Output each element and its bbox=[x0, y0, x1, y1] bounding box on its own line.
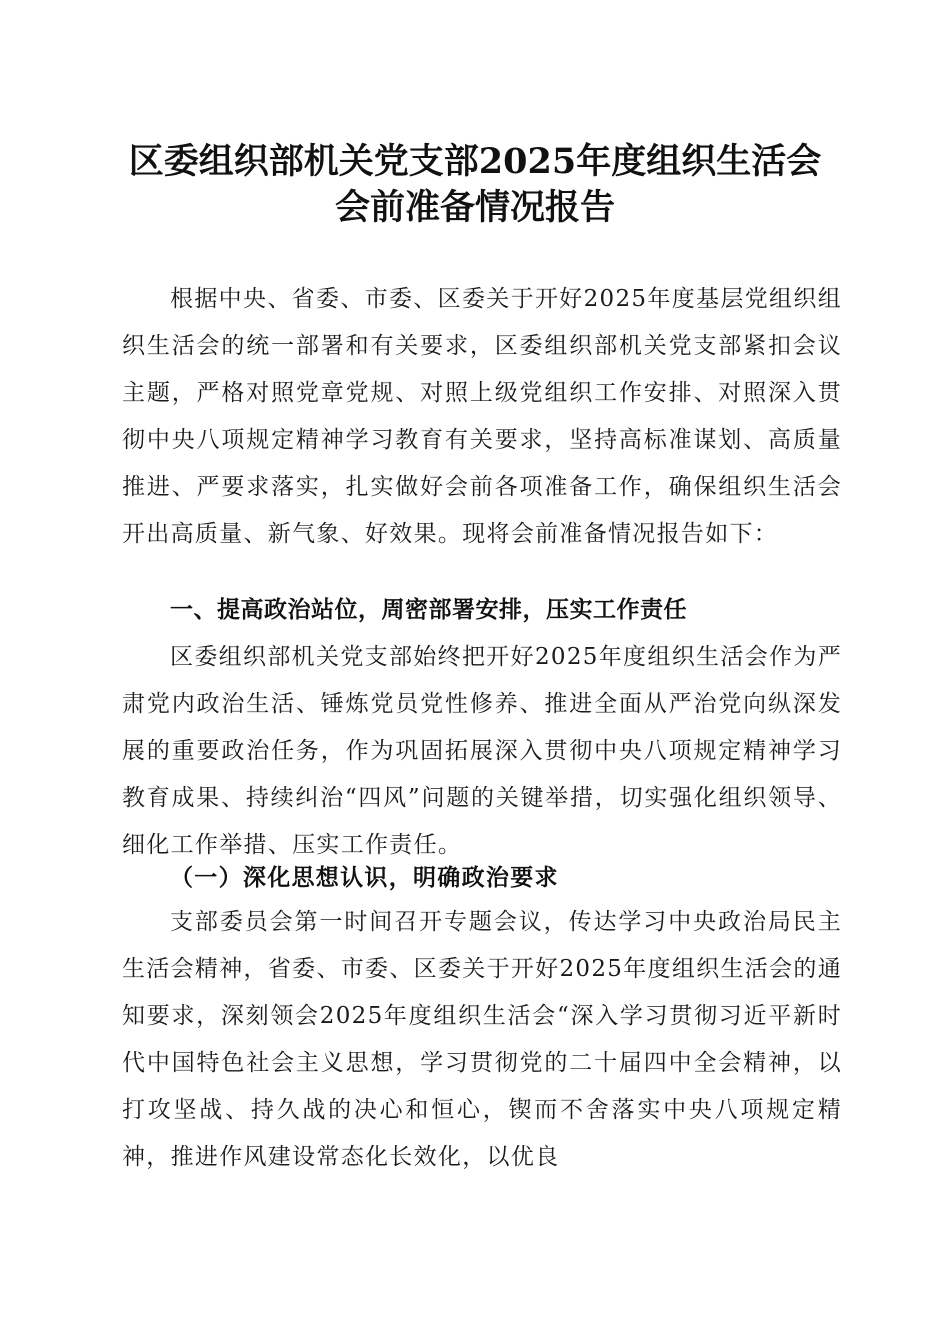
section-heading-1: 一、提高政治站位，周密部署安排，压实工作责任 bbox=[170, 597, 687, 623]
document-title-line-2: 会前准备情况报告 bbox=[334, 187, 615, 228]
document-title-line-1: 区委组织部机关党支部2025年度组织生活会 bbox=[128, 141, 822, 182]
paragraph-intro: 根据中央、省委、市委、区委关于开好2025年度基层党组织组织生活会的统一部署和有关要求，区委组织部机关党支部紧扣会议主题，严格对照党章党规、对照上级党组织工作安排、对照深入贯彻中央八项规定精神学习教育有关要求，坚持高标准谋划、高质量推进、严要求落实，扎实做好会前各项准备工作，确保组织生活会开出高质量、新气象、好效果。现将会前准备情况报告如下： bbox=[122, 286, 842, 547]
subsection-heading-1: （一）深化思想认识，明确政治要求 bbox=[170, 864, 559, 891]
paragraph-subsection-1: 支部委员会第一时间召开专题会议，传达学习中央政治局民主生活会精神，省委、市委、区委关于开好2025年度组织生活会的通知要求，深刻领会2025年度组织生活会“深入学习贯彻习近平新时代中国特色社会主义思想，学习贯彻党的二十届四中全会精神，以打攻坚战、持久战的决心和恒心，锲而不舍落实中央八项规定精神，推进作风建设常态化长效化，以优良 bbox=[122, 909, 842, 1170]
paragraph-section-1: 区委组织部机关党支部始终把开好2025年度组织生活会作为严肃党内政治生活、锤炼党员党性修养、推进全面从严治党向纵深发展的重要政治任务，作为巩固拓展深入贯彻中央八项规定精神学习教育成果、持续纠治“四风”问题的关键举措，切实强化组织领导、细化工作举措、压实工作责任。 bbox=[122, 644, 842, 858]
